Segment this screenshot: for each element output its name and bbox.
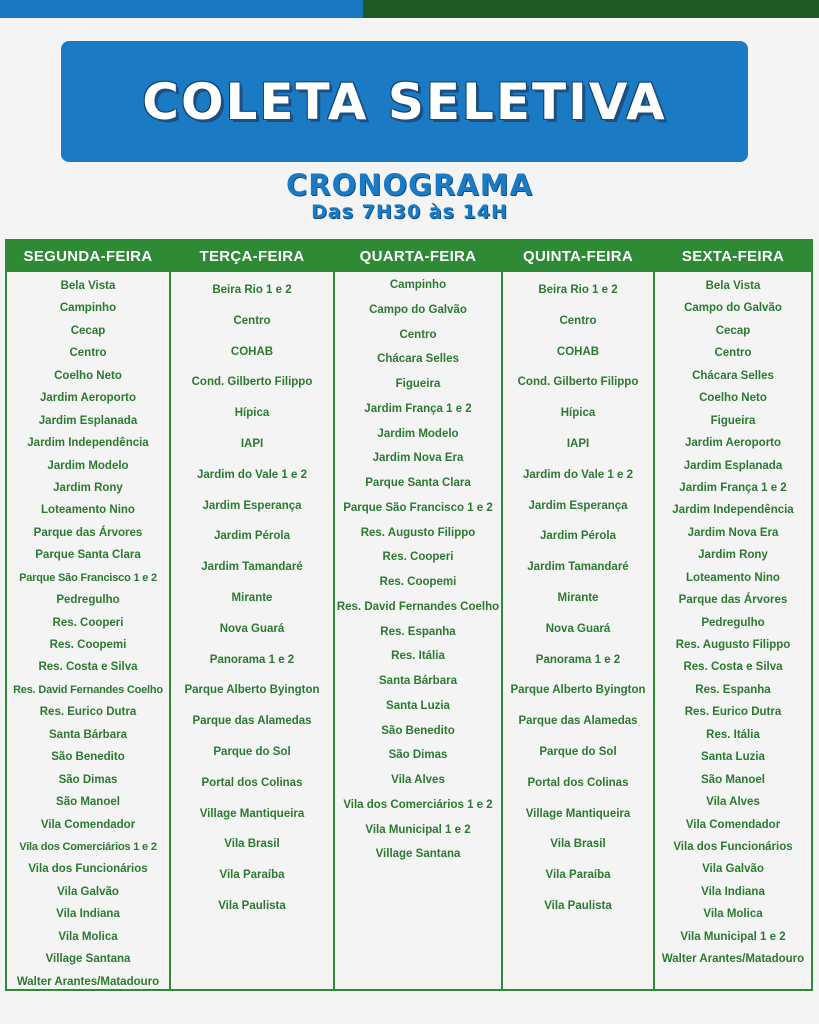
place-list-sexta bbox=[655, 272, 811, 971]
neighborhood-item: Jardim Pérola bbox=[539, 530, 617, 543]
neighborhood-item: Campo do Galvão bbox=[684, 302, 782, 315]
neighborhood-item: Village Mantiqueira bbox=[199, 807, 305, 820]
neighborhood-item: Jardim Independência bbox=[672, 504, 794, 517]
neighborhood-item: Cond. Gilberto Filippo bbox=[191, 376, 313, 389]
neighborhood-item: Centro bbox=[559, 314, 597, 327]
neighborhood-item: São Benedito bbox=[381, 724, 455, 737]
neighborhood-item: Campinho bbox=[389, 279, 447, 291]
neighborhood-item: Santa Luzia bbox=[386, 699, 450, 712]
neighborhood-item: Vila Brasil bbox=[224, 838, 280, 851]
neighborhood-item: Vila Paraíba bbox=[545, 869, 611, 882]
neighborhood-item: Res. Augusto Filippo bbox=[675, 639, 791, 651]
neighborhood-item: Pedregulho bbox=[56, 594, 120, 607]
neighborhood-item: Vila Municipal 1 e 2 bbox=[365, 823, 471, 836]
neighborhood-item: Jardim Pérola bbox=[213, 530, 291, 543]
neighborhood-item: Res. Cooperi bbox=[52, 616, 124, 629]
neighborhood-item: Res. Cooperi bbox=[382, 551, 454, 564]
schedule-subtitle: CRONOGRAMA bbox=[285, 168, 534, 202]
neighborhood-item: Centro bbox=[399, 328, 437, 341]
neighborhood-item: IAPI bbox=[240, 437, 264, 450]
neighborhood-item: Coelho Neto bbox=[54, 369, 122, 382]
neighborhood-item: Jardim Esperança bbox=[202, 499, 302, 512]
neighborhood-item: Loteamento Nino bbox=[41, 504, 135, 517]
neighborhood-item: Jardim Rony bbox=[698, 549, 768, 562]
neighborhood-item: Vila Galvão bbox=[57, 885, 119, 898]
neighborhood-item: Vila Paulista bbox=[218, 899, 286, 912]
neighborhood-item: Res. Eurico Dutra bbox=[684, 706, 782, 719]
neighborhood-item: Jardim Modelo bbox=[377, 427, 459, 440]
neighborhood-item: Res. David Fernandes Coelho bbox=[336, 600, 500, 613]
neighborhood-item: Village Santana bbox=[45, 953, 131, 966]
neighborhood-item: Jardim Independência bbox=[27, 437, 149, 450]
neighborhood-item: Panorama 1 e 2 bbox=[209, 653, 295, 666]
day-column-segunda bbox=[7, 241, 171, 989]
neighborhood-item: COHAB bbox=[230, 345, 274, 358]
neighborhood-item: Parque do Sol bbox=[539, 745, 617, 758]
neighborhood-item: Nova Guará bbox=[545, 622, 611, 635]
neighborhood-item: Beira Rio 1 e 2 bbox=[212, 284, 292, 296]
neighborhood-item: Parque Santa Clara bbox=[35, 549, 141, 562]
neighborhood-item: Vila dos Funcionários bbox=[28, 863, 148, 876]
neighborhood-item: Res. Coopemi bbox=[49, 639, 127, 651]
neighborhood-item: Centro bbox=[69, 347, 107, 360]
neighborhood-item: Nova Guará bbox=[219, 622, 285, 635]
neighborhood-item: Jardim Tamandaré bbox=[527, 561, 629, 574]
neighborhood-item: Portal dos Colinas bbox=[201, 776, 303, 789]
neighborhood-item: Cecap bbox=[70, 324, 106, 337]
neighborhood-item: Res. Augusto Filippo bbox=[360, 526, 476, 539]
neighborhood-item: Res. Costa e Silva bbox=[683, 661, 783, 674]
neighborhood-item: Parque Alberto Byington bbox=[510, 684, 646, 697]
neighborhood-item: Vila Alves bbox=[706, 796, 760, 809]
top-bar-blue-segment bbox=[0, 0, 363, 18]
day-header-quinta: QUINTA-FEIRA bbox=[503, 241, 653, 272]
neighborhood-item: Jardim Nova Era bbox=[687, 526, 779, 539]
neighborhood-item: Parque das Árvores bbox=[678, 594, 788, 607]
neighborhood-item: Vila Municipal 1 e 2 bbox=[680, 930, 786, 943]
neighborhood-item: Village Mantiqueira bbox=[525, 807, 631, 820]
neighborhood-item: Bela Vista bbox=[705, 280, 761, 292]
neighborhood-item: Cond. Gilberto Filippo bbox=[517, 376, 639, 389]
neighborhood-item: Hípica bbox=[234, 407, 270, 420]
neighborhood-item: Vila dos Comerciários 1 e 2 bbox=[19, 840, 157, 853]
neighborhood-item: Vila Comendador bbox=[40, 818, 136, 831]
neighborhood-item: Parque São Francisco 1 e 2 bbox=[19, 571, 157, 584]
neighborhood-item: Parque das Árvores bbox=[33, 526, 143, 539]
neighborhood-item: Parque Santa Clara bbox=[365, 477, 471, 489]
neighborhood-item: Vila Comendador bbox=[685, 818, 781, 831]
neighborhood-item: Jardim Esplanada bbox=[683, 459, 783, 472]
neighborhood-item: Vila Brasil bbox=[550, 838, 606, 851]
neighborhood-item: Mirante bbox=[231, 591, 273, 604]
neighborhood-item: Jardim França 1 e 2 bbox=[364, 402, 472, 415]
neighborhood-item: Res. Itália bbox=[391, 650, 445, 663]
neighborhood-item: Vila Paulista bbox=[544, 899, 612, 912]
top-accent-bar bbox=[0, 0, 819, 18]
neighborhood-item: Vila dos Comerciários 1 e 2 bbox=[343, 798, 493, 811]
neighborhood-item: Chácara Selles bbox=[377, 353, 459, 366]
neighborhood-item: Coelho Neto bbox=[699, 392, 767, 405]
neighborhood-item: Walter Arantes/Matadouro bbox=[661, 953, 805, 966]
neighborhood-item: Hípica bbox=[560, 407, 596, 420]
neighborhood-item: São Benedito bbox=[51, 751, 125, 764]
day-column-quinta bbox=[503, 241, 655, 989]
neighborhood-item: Vila Indiana bbox=[56, 908, 120, 921]
neighborhood-item: Res. Coopemi bbox=[379, 576, 457, 588]
page-title: COLETA SELETIVA bbox=[142, 72, 667, 131]
neighborhood-item: Jardim Esplanada bbox=[38, 414, 138, 427]
neighborhood-item: Vila Molica bbox=[58, 930, 118, 943]
neighborhood-item: Res. Eurico Dutra bbox=[39, 706, 137, 719]
neighborhood-item: Res. Espanha bbox=[695, 683, 771, 696]
neighborhood-item: Centro bbox=[714, 347, 752, 360]
neighborhood-item: Vila Paraíba bbox=[219, 869, 285, 882]
place-list-quinta bbox=[503, 272, 653, 922]
neighborhood-item: Res. David Fernandes Coelho bbox=[13, 683, 163, 696]
neighborhood-item: Jardim do Vale 1 e 2 bbox=[523, 468, 633, 481]
neighborhood-item: Vila Alves bbox=[391, 774, 445, 786]
neighborhood-item: Figueira bbox=[395, 378, 441, 390]
neighborhood-item: Res. Costa e Silva bbox=[38, 661, 138, 674]
neighborhood-item: Santa Bárbara bbox=[49, 728, 127, 741]
place-list-quarta bbox=[335, 272, 501, 867]
collection-hours: Das 7H30 às 14H bbox=[311, 201, 508, 223]
day-header-terca: TERÇA-FEIRA bbox=[171, 241, 333, 272]
neighborhood-item: Chácara Selles bbox=[692, 369, 774, 382]
neighborhood-item: Jardim do Vale 1 e 2 bbox=[197, 468, 307, 481]
neighborhood-item: Vila Indiana bbox=[701, 885, 765, 898]
neighborhood-item: COHAB bbox=[556, 345, 600, 358]
neighborhood-item: Parque das Alamedas bbox=[192, 715, 312, 728]
neighborhood-item: Bela Vista bbox=[60, 280, 116, 292]
neighborhood-item: Pedregulho bbox=[701, 616, 765, 629]
neighborhood-item: Jardim Esperança bbox=[528, 499, 628, 512]
neighborhood-item: Campinho bbox=[59, 302, 117, 315]
neighborhood-item: São Dimas bbox=[388, 749, 448, 762]
neighborhood-item: Vila Molica bbox=[703, 908, 763, 921]
day-column-sexta bbox=[655, 241, 811, 989]
neighborhood-item: Jardim Nova Era bbox=[372, 452, 464, 465]
neighborhood-item: Jardim França 1 e 2 bbox=[679, 481, 787, 494]
place-list-terca bbox=[171, 272, 333, 922]
place-list-segunda bbox=[7, 272, 169, 993]
neighborhood-item: Portal dos Colinas bbox=[527, 776, 629, 789]
neighborhood-item: Campo do Galvão bbox=[369, 303, 467, 316]
day-header-quarta: QUARTA-FEIRA bbox=[335, 241, 501, 272]
neighborhood-item: Vila Galvão bbox=[702, 863, 764, 876]
neighborhood-item: Jardim Rony bbox=[53, 481, 123, 494]
neighborhood-item: Santa Luzia bbox=[701, 751, 765, 764]
neighborhood-item: Jardim Modelo bbox=[47, 459, 129, 472]
neighborhood-item: Parque Alberto Byington bbox=[184, 684, 320, 697]
neighborhood-item: Parque São Francisco 1 e 2 bbox=[343, 501, 493, 514]
day-column-quarta bbox=[335, 241, 503, 989]
neighborhood-item: Beira Rio 1 e 2 bbox=[538, 284, 618, 296]
neighborhood-item: Res. Espanha bbox=[380, 625, 456, 638]
title-banner bbox=[61, 41, 748, 162]
top-bar-green-segment bbox=[363, 0, 819, 18]
neighborhood-item: Vila dos Funcionários bbox=[673, 840, 793, 853]
neighborhood-item: Figueira bbox=[710, 414, 756, 427]
neighborhood-item: Jardim Tamandaré bbox=[201, 561, 303, 574]
neighborhood-item: Centro bbox=[233, 314, 271, 327]
day-column-terca bbox=[171, 241, 335, 989]
schedule-table bbox=[5, 239, 813, 991]
neighborhood-item: Mirante bbox=[557, 591, 599, 604]
neighborhood-item: São Dimas bbox=[58, 773, 118, 786]
neighborhood-item: Jardim Aeroporto bbox=[684, 437, 782, 450]
neighborhood-item: Village Santana bbox=[375, 848, 461, 861]
neighborhood-item: Res. Itália bbox=[706, 728, 760, 741]
neighborhood-item: IAPI bbox=[566, 437, 590, 450]
day-header-sexta: SEXTA-FEIRA bbox=[655, 241, 811, 272]
neighborhood-item: Panorama 1 e 2 bbox=[535, 653, 621, 666]
neighborhood-item: São Manoel bbox=[701, 773, 765, 786]
neighborhood-item: São Manoel bbox=[56, 796, 120, 809]
day-header-segunda: SEGUNDA-FEIRA bbox=[7, 241, 169, 272]
neighborhood-item: Parque do Sol bbox=[213, 745, 291, 758]
neighborhood-item: Jardim Aeroporto bbox=[39, 392, 137, 405]
neighborhood-item: Walter Arantes/Matadouro bbox=[16, 975, 160, 988]
neighborhood-item: Parque das Alamedas bbox=[518, 715, 638, 728]
neighborhood-item: Cecap bbox=[715, 324, 751, 337]
neighborhood-item: Loteamento Nino bbox=[686, 571, 780, 584]
neighborhood-item: Santa Bárbara bbox=[379, 675, 457, 687]
